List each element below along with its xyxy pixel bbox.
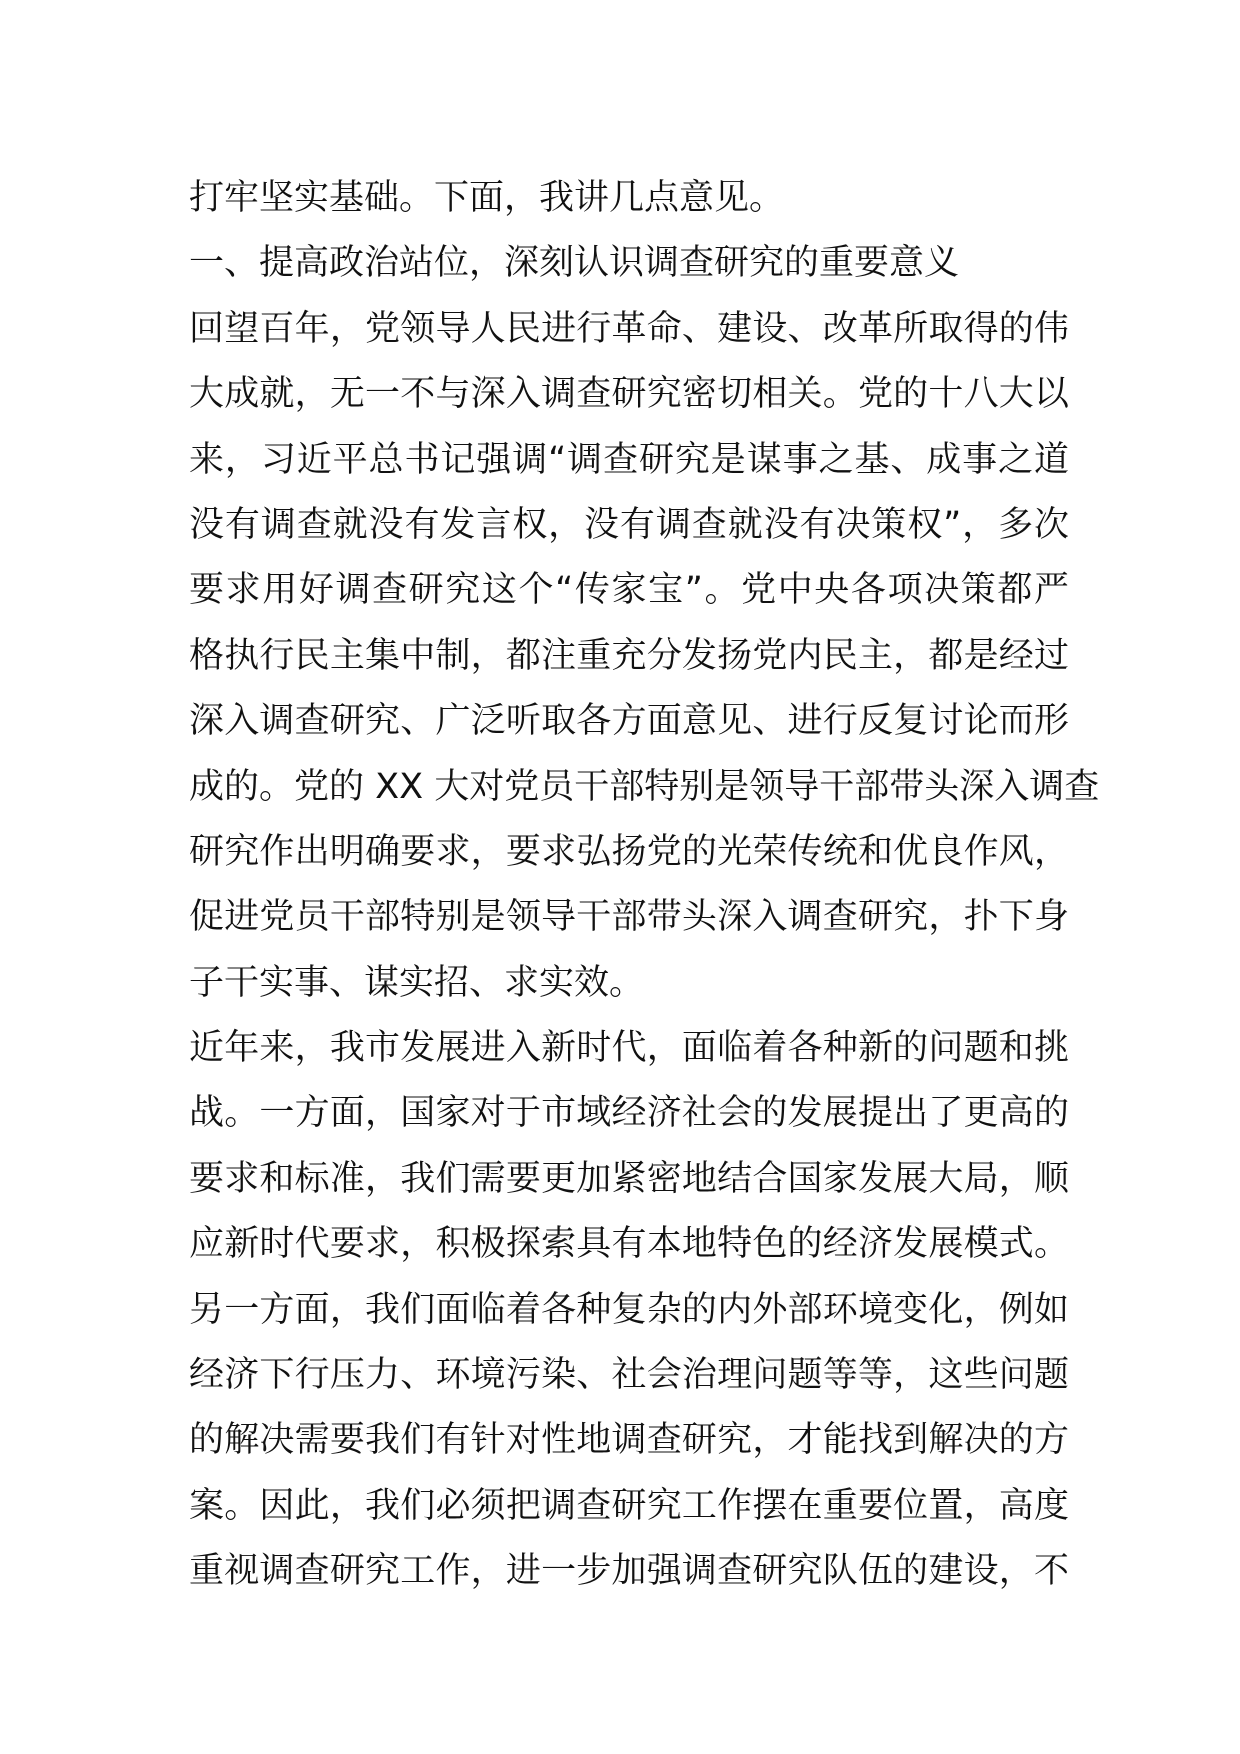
text-line: 大成就，无一不与深入调查研究密切相关。党的十八大以 xyxy=(189,374,1069,415)
text-line: 打牢坚实基础。下面，我讲几点意见。 xyxy=(189,178,785,218)
text-line: 近年来，我市发展进入新时代，面临着各种新的问题和挑 xyxy=(189,1028,1069,1069)
text-line: 另一方面，我们面临着各种复杂的内外部环境变化，例如 xyxy=(189,1289,1069,1330)
body-text xyxy=(189,166,1100,1605)
text-line: 要求用好调查研究这个“传家宝”。党中央各项决策都严 xyxy=(189,570,1069,611)
text-line: 促进党员干部特别是领导干部带头深入调查研究，扑下身 xyxy=(189,897,1069,938)
text-line: 格执行民主集中制，都注重充分发扬党内民主，都是经过 xyxy=(189,635,1069,676)
text-line: 战。一方面，国家对于市域经济社会的发展提出了更高的 xyxy=(189,1093,1069,1134)
section-heading: 一、提高政治站位，深刻认识调查研究的重要意义 xyxy=(189,243,960,284)
text-line: 来，习近平总书记强调“调查研究是谋事之基、成事之道 xyxy=(189,439,1069,480)
text-line: 没有调查就没有发言权，没有调查就没有决策权”，多次 xyxy=(189,504,1069,545)
text-line: 案。因此，我们必须把调查研究工作摆在重要位置，高度 xyxy=(189,1485,1069,1526)
text-line: 应新时代要求，积极探索具有本地特色的经济发展模式。 xyxy=(189,1224,1069,1265)
text-line: 的解决需要我们有针对性地调查研究，才能找到解决的方 xyxy=(189,1420,1069,1461)
text-line: 深入调查研究、广泛听取各方面意见、进行反复讨论而形 xyxy=(189,701,1069,742)
text-line: 研究作出明确要求，要求弘扬党的光荣传统和优良作风， xyxy=(189,831,1069,872)
text-line: 重视调查研究工作，进一步加强调查研究队伍的建设，不 xyxy=(189,1551,1069,1592)
text-line: 回望百年，党领导人民进行革命、建设、改革所取得的伟 xyxy=(189,308,1069,349)
text-line: 要求和标准，我们需要更加紧密地结合国家发展大局，顺 xyxy=(189,1158,1069,1199)
text-line: 成的。党的 XX 大对党员干部特别是领导干部带头深入调查 xyxy=(189,766,1100,807)
text-line: 经济下行压力、环境污染、社会治理问题等等，这些问题 xyxy=(189,1355,1069,1396)
text-line: 子干实事、谋实招、求实效。 xyxy=(189,962,645,1003)
